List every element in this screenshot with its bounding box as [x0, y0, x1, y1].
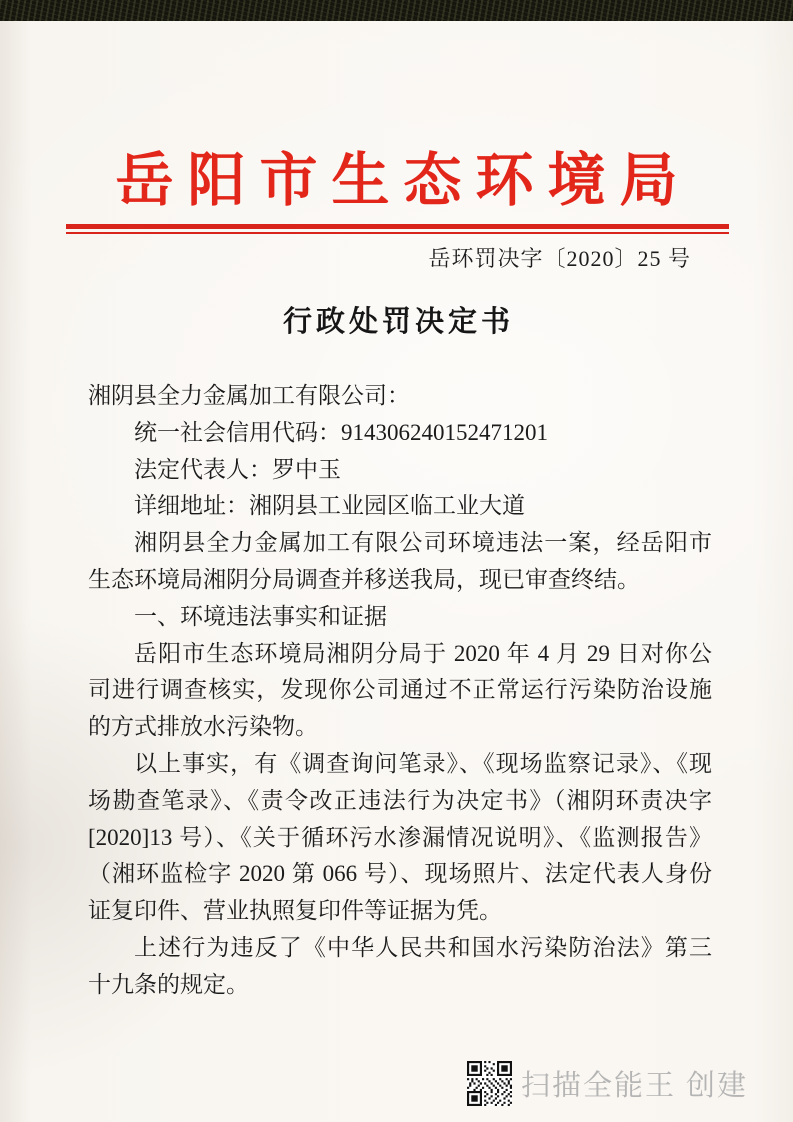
red-divider-thin-line [66, 232, 729, 234]
body-line-credit-code: 统一社会信用代码：914306240152471201 [134, 419, 548, 445]
body-line: 上述行为违反了《中华人民共和国水污染防治法》第三 [134, 934, 712, 960]
body-line-legal-rep: 法定代表人：罗中玉 [134, 456, 341, 482]
qr-code-icon [467, 1061, 512, 1106]
body-line: 司进行调查核实，发现你公司通过不正常运行污染防治设施 [88, 677, 712, 703]
section-heading: 一、环境违法事实和证据 [134, 603, 387, 629]
agency-header: 岳阳市生态环境局 [115, 148, 692, 213]
document-paper [0, 21, 793, 1122]
body-line: 岳阳市生态环境局湘阴分局于 2020 年 4 月 29 日对你公 [134, 640, 712, 666]
scanner-watermark [467, 1061, 748, 1106]
body-line: 湘阴县全力金属加工有限公司环境违法一案，经岳阳市 [134, 530, 712, 556]
body-line: [2020]13 号）、《关于循环污水渗漏情况说明》、《监测报告》 [88, 824, 712, 850]
body-line: 十九条的规定。 [88, 971, 249, 997]
body-line: 场勘查笔录》、《责令改正违法行为决定书》（湘阴环责决字 [88, 787, 712, 813]
body-line: 以上事实，有《调查询问笔录》、《现场监察记录》、《现 [134, 750, 712, 776]
body-line: 生态环境局湘阴分局调查并移送我局，现已审查终结。 [88, 566, 640, 592]
document-body [88, 378, 712, 1004]
document-title: 行政处罚决定书 [282, 306, 514, 338]
body-line: 证复印件、营业执照复印件等证据为凭。 [88, 898, 502, 924]
body-line-addressee: 湘阴县全力金属加工有限公司： [88, 383, 410, 408]
body-line-address: 详细地址：湘阴县工业园区临工业大道 [134, 493, 525, 519]
body-line: 的方式排放水污染物。 [88, 714, 318, 740]
red-divider [66, 224, 729, 234]
scanner-watermark-text: 扫描全能王 创建 [521, 1070, 749, 1102]
red-divider-thick-line [66, 224, 729, 229]
body-line: （湘环监检字 2020 第 066 号）、现场照片、法定代表人身份 [88, 861, 712, 887]
document-number: 岳环罚决字〔2020〕25 号 [428, 246, 691, 271]
scanner-background-band [0, 0, 793, 21]
